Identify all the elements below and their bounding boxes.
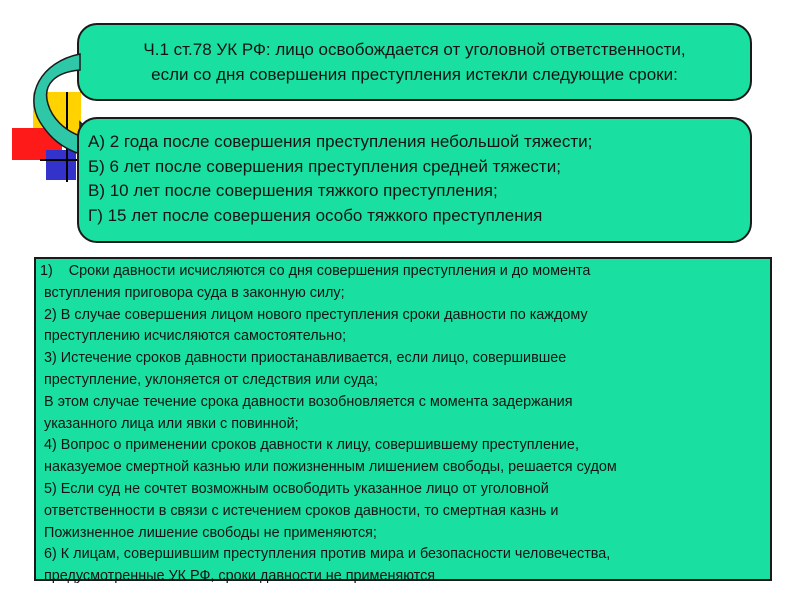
rule-line: вступления приговора суда в законную силу; xyxy=(40,284,345,301)
term-item: Г) 15 лет после совершения особо тяжкого преступления xyxy=(88,205,543,225)
rule-line: 4) Вопрос о применении сроков давности к лицу, совершившему преступление, xyxy=(40,437,579,454)
rule-line: преступлению исчисляются самостоятельно; xyxy=(40,328,347,345)
rule-line: Пожизненное лишение свободы не применяются; xyxy=(40,524,377,541)
limitation-terms-box xyxy=(77,117,752,243)
rule-line: В этом случае течение срока давности возобновляется с момента задержания xyxy=(40,393,573,410)
header-line: если со дня совершения преступления истекли следующие сроки: xyxy=(151,65,678,84)
term-item: Б) 6 лет после совершения преступления средней тяжести; xyxy=(88,156,561,176)
rule-line: 3) Истечение сроков давности приостанавливается, если лицо, совершившее xyxy=(40,350,567,367)
header-line: Ч.1 ст.78 УК РФ: лицо освобождается от уголовной ответственности, xyxy=(143,40,686,59)
rule-line: указанного лица или явки с повинной; xyxy=(40,415,299,432)
rule-line: 1) Сроки давности исчисляются со дня совершения преступления и до момента xyxy=(40,263,591,279)
rule-line: ответственности в связи с истечением сроков давности, то смертная казнь и xyxy=(40,502,559,519)
term-item: В) 10 лет после совершения тяжкого преступления; xyxy=(88,181,498,200)
rule-line: 2) В случае совершения лицом нового преступления сроки давности по каждому xyxy=(40,306,588,323)
limitation-rules-box xyxy=(34,257,772,585)
rule-line: 5) Если суд не сочтет возможным освободить указанное лицо от уголовной xyxy=(40,480,549,497)
rule-line: 6) К лицам, совершившим преступления против мира и безопасности человечества, xyxy=(40,546,611,563)
rule-line: преступление, уклоняется от следствия или суда; xyxy=(40,371,379,388)
term-item: А) 2 года после совершения преступления небольшой тяжести; xyxy=(88,132,593,151)
rule-line: предусмотренные УК РФ, сроки давности не применяются xyxy=(40,568,436,585)
rule-line: наказуемое смертной казнью или пожизненным лишением свободы, решается судом xyxy=(40,459,617,476)
